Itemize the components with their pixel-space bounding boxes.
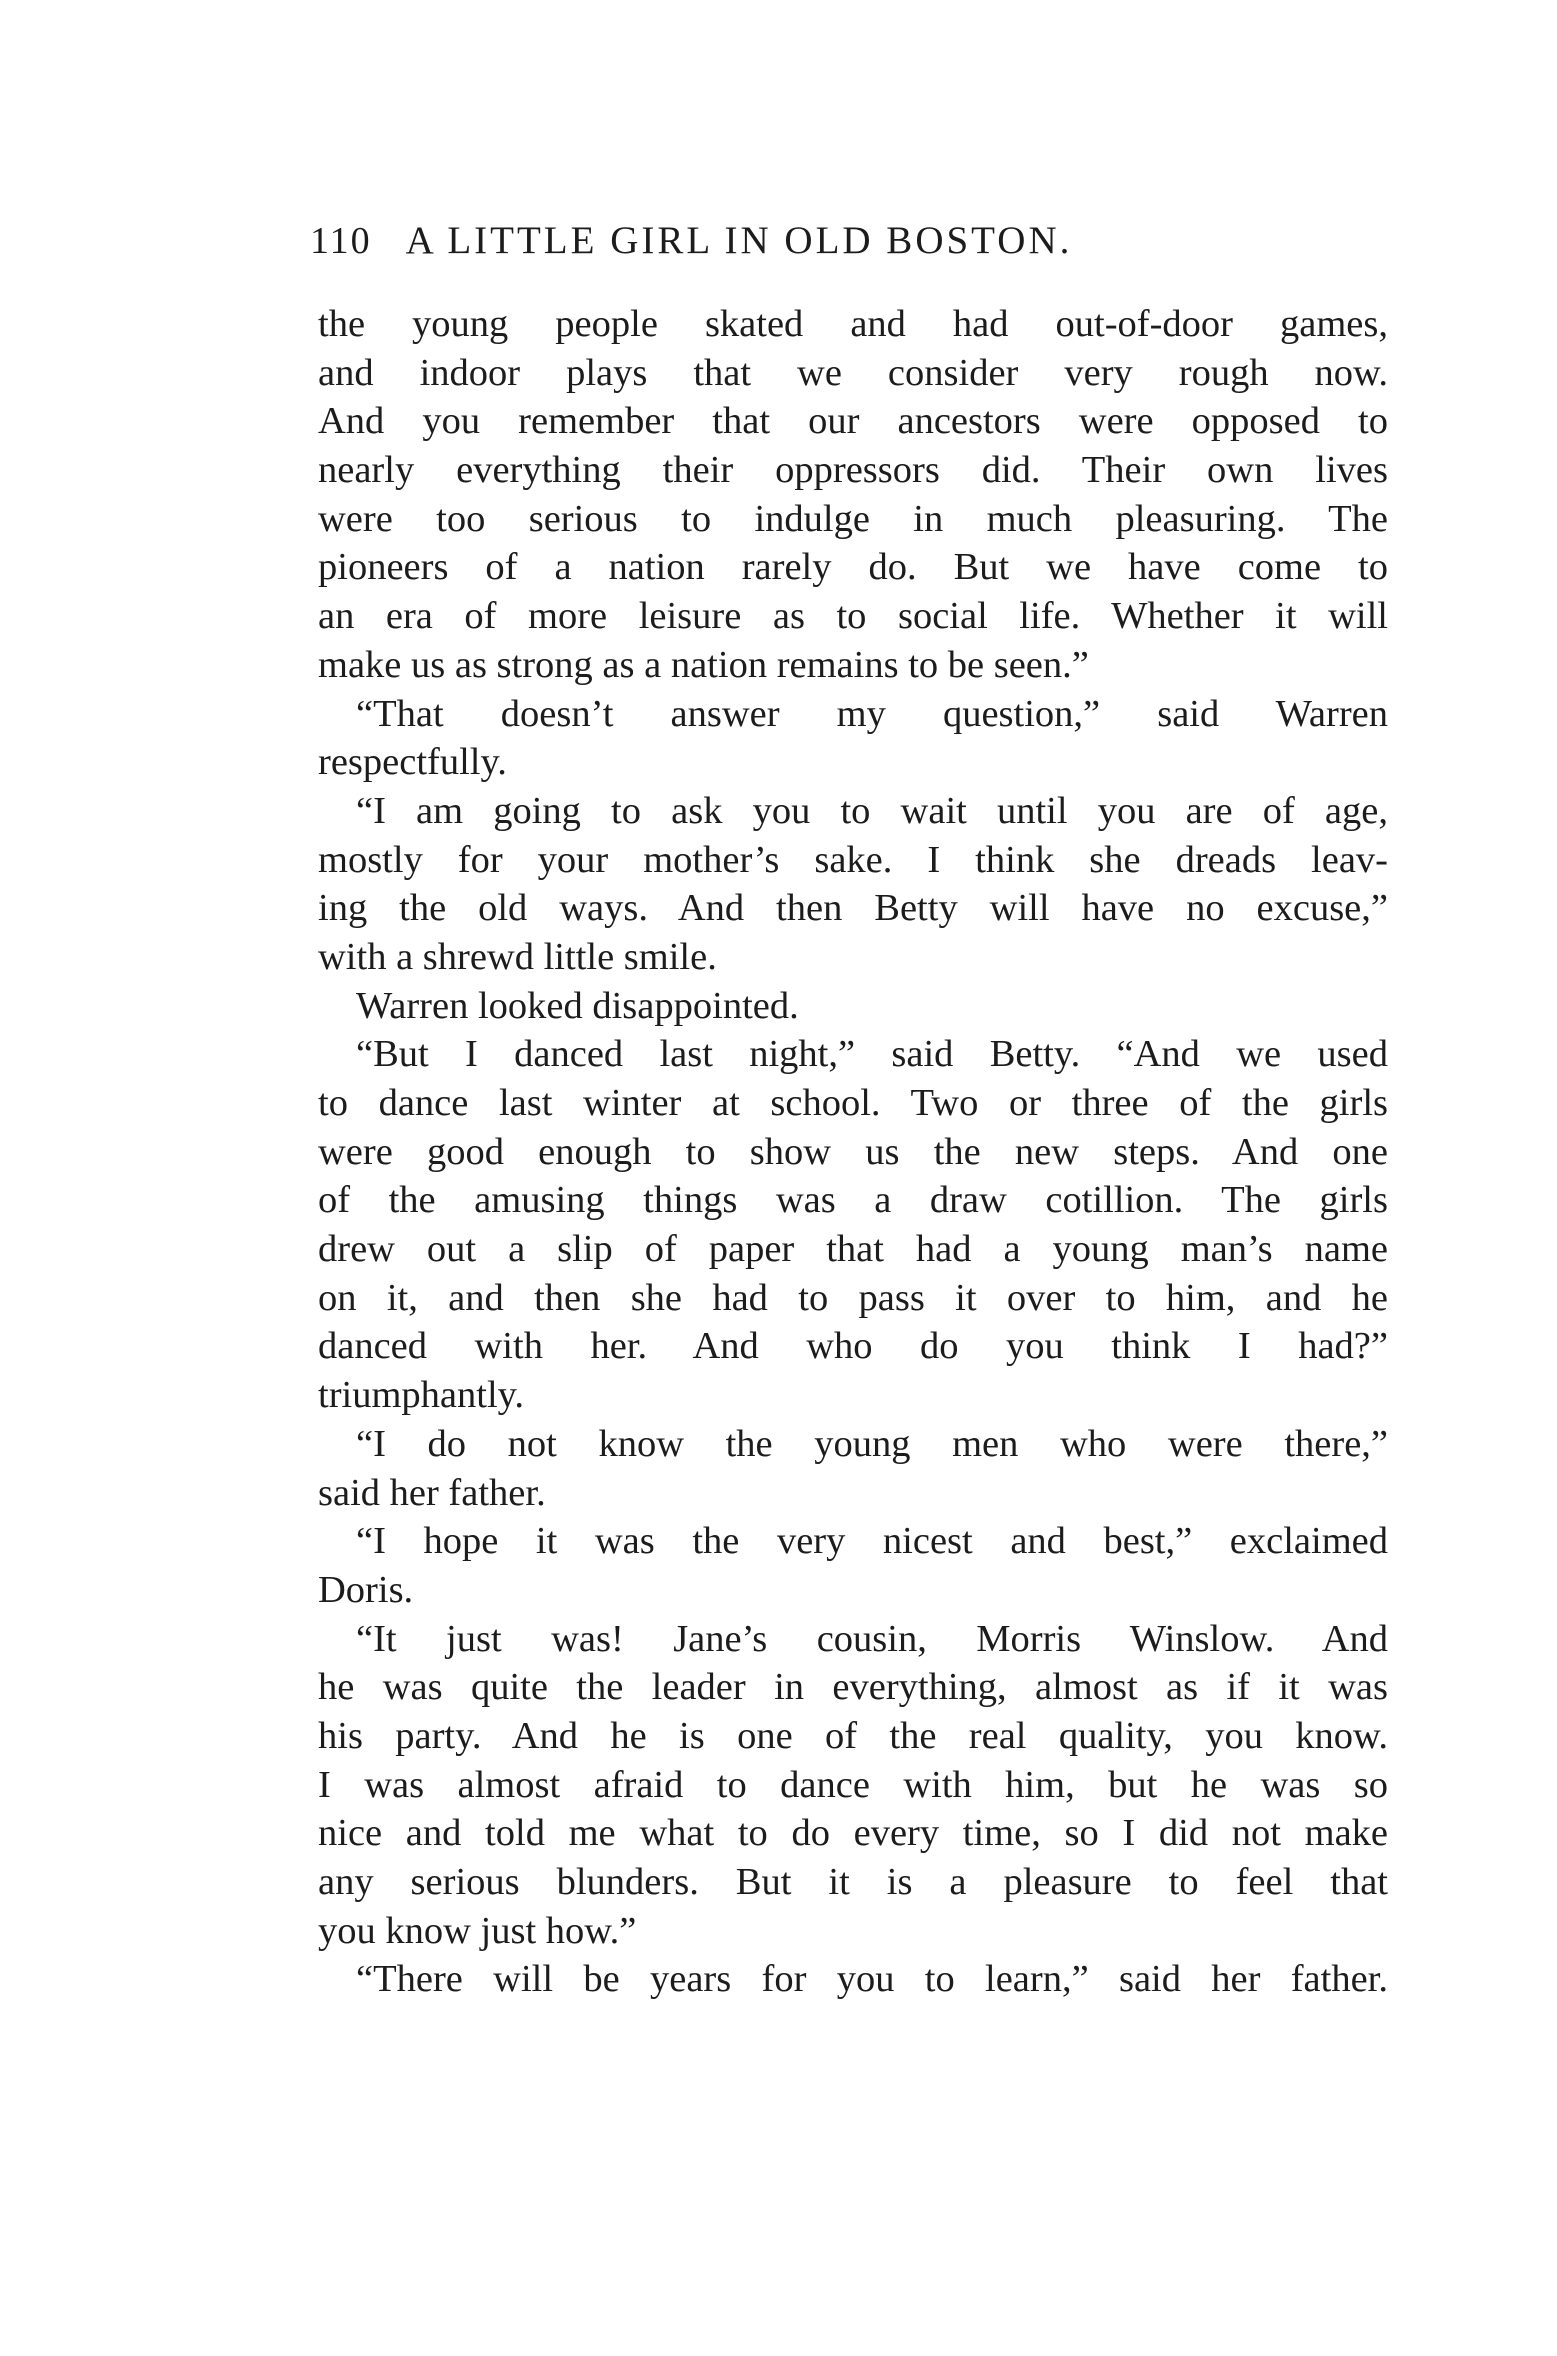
text-line: an era of more leisure as to social life. Whether it will xyxy=(318,595,1388,638)
text-line: I was almost afraid to dance with him, but he was so xyxy=(318,1763,1388,1806)
text-line: “I am going to ask you to wait until you are of age, xyxy=(356,789,1388,832)
page-number: 110 xyxy=(310,220,372,262)
running-title: A LITTLE GIRL IN OLD BOSTON. xyxy=(405,219,1073,262)
text-line: were too serious to indulge in much pleasuring. The xyxy=(318,497,1388,540)
page-header xyxy=(310,218,1390,278)
text-line: danced with her. And who do you think I had?” xyxy=(318,1325,1388,1368)
text-line: respectfully. xyxy=(318,741,507,784)
text-line: the young people skated and had out-of-door games, xyxy=(318,303,1388,345)
text-line: he was quite the leader in everything, almost as if it was xyxy=(318,1666,1388,1709)
text-line: pioneers of a nation rarely do. But we have come to xyxy=(318,546,1388,589)
text-line: “There will be years for you to learn,” said her father. xyxy=(356,1958,1388,2001)
text-line: to dance last winter at school. Two or three of the girls xyxy=(318,1082,1388,1124)
text-line: mostly for your mother’s sake. I think she dreads leav- xyxy=(318,838,1388,881)
text-line: “It just was! Jane’s cousin, Morris Winslow. And xyxy=(356,1617,1388,1660)
text-line: of the amusing things was a draw cotillion. The girls xyxy=(318,1179,1388,1222)
text-line: “That doesn’t answer my question,” said Warren xyxy=(356,692,1388,735)
text-line: with a shrewd little smile. xyxy=(318,935,717,978)
text-line: on it, and then she had to pass it over to him, and he xyxy=(318,1276,1388,1319)
text-line: his party. And he is one of the real quality, you know. xyxy=(318,1714,1388,1757)
text-line: nearly everything their oppressors did. Their own lives xyxy=(318,449,1388,492)
text-line: “But I danced last night,” said Betty. “And we used xyxy=(356,1033,1388,1076)
text-line: any serious blunders. But it is a pleasure to feel that xyxy=(318,1861,1388,1903)
text-line: were good enough to show us the new steps. And one xyxy=(318,1130,1388,1173)
text-line: triumphantly. xyxy=(318,1374,525,1417)
text-line: Doris. xyxy=(318,1568,414,1611)
text-line: said her father. xyxy=(318,1471,546,1514)
text-line: and indoor plays that we consider very rough now. xyxy=(318,351,1388,394)
text-line: Warren looked disappointed. xyxy=(356,984,799,1027)
text-line: “I do not know the young men who were there,” xyxy=(356,1422,1388,1465)
text-line: And you remember that our ancestors were opposed to xyxy=(318,400,1388,443)
text-line: ing the old ways. And then Betty will have no excuse,” xyxy=(318,887,1388,930)
text-line: you know just how.” xyxy=(318,1909,637,1952)
text-line: “I hope it was the very nicest and best,” exclaimed xyxy=(356,1520,1388,1563)
body-text xyxy=(318,300,1388,2004)
text-line: drew out a slip of paper that had a young man’s name xyxy=(318,1228,1388,1271)
text-line: nice and told me what to do every time, so I did not make xyxy=(318,1812,1388,1855)
text-line: make us as strong as a nation remains to be seen.” xyxy=(318,643,1089,686)
